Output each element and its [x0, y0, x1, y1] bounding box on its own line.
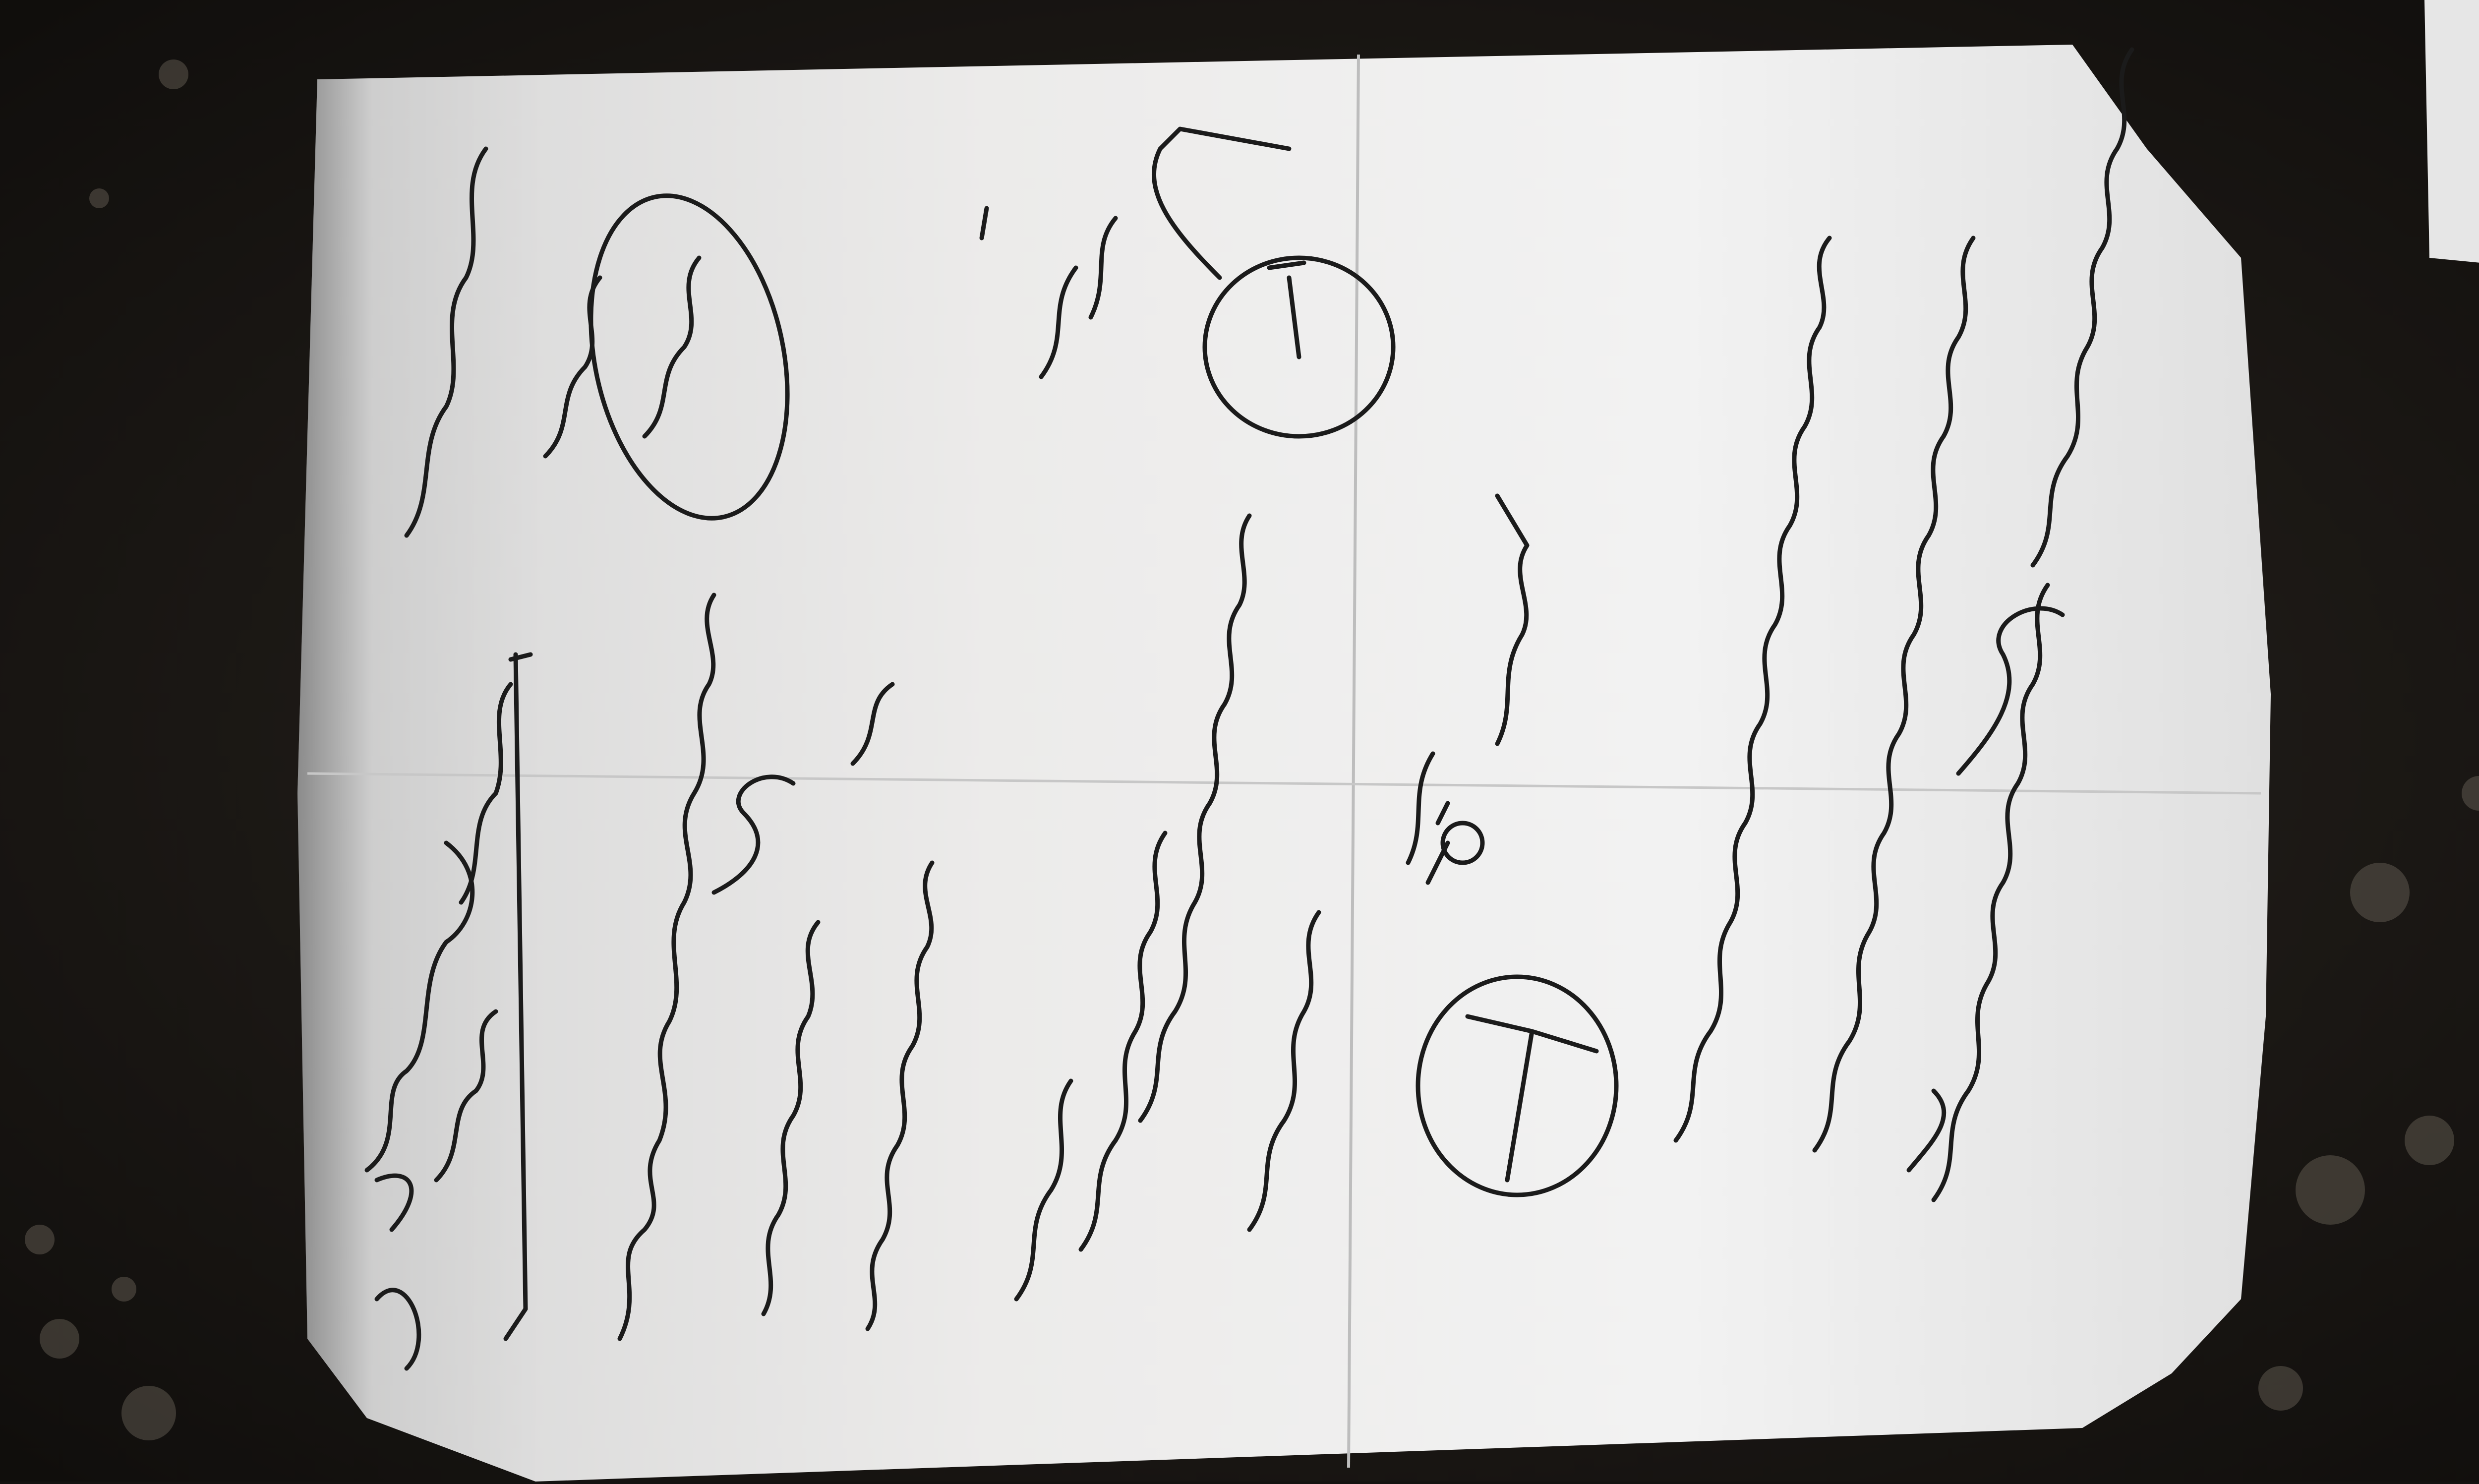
- paper-shadow: [297, 74, 545, 1482]
- cloth-corner: [2424, 0, 2479, 278]
